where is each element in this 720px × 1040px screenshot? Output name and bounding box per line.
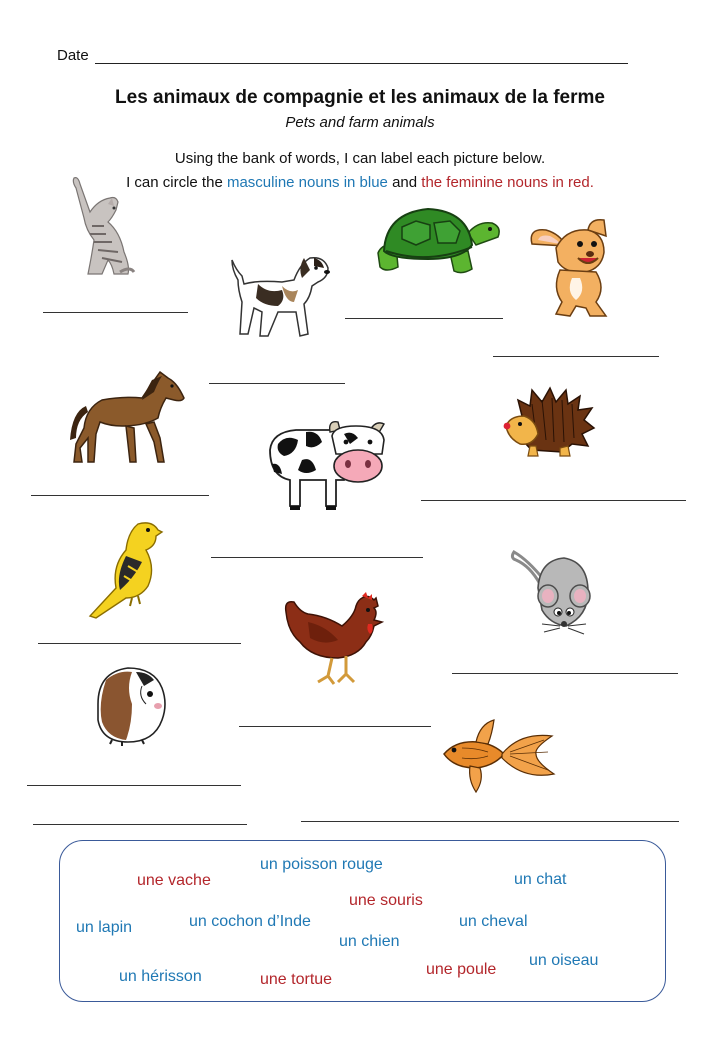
answer-line[interactable] — [345, 318, 503, 319]
word-bank-item[interactable]: une tortue — [260, 971, 333, 988]
hedgehog-icon — [502, 386, 596, 460]
answer-line[interactable] — [211, 557, 423, 558]
answer-line[interactable] — [239, 726, 431, 727]
word-bank-item[interactable]: un cochon d’Inde — [189, 913, 311, 930]
answer-line[interactable] — [43, 312, 188, 313]
masculine-instruction: masculine nouns in blue — [226, 174, 388, 191]
answer-line[interactable] — [38, 643, 241, 644]
word-bank-item[interactable]: un oiseau — [529, 952, 599, 969]
cow-icon — [266, 420, 396, 512]
feminine-instruction: the feminine nouns in red. — [421, 174, 594, 191]
word-bank-item[interactable]: un lapin — [76, 919, 133, 936]
word-bank-item[interactable]: une souris — [349, 892, 423, 909]
word-bank-item[interactable]: un hérisson — [119, 968, 202, 985]
answer-line[interactable] — [33, 824, 247, 825]
answer-line[interactable] — [31, 495, 209, 496]
canary-icon — [86, 516, 164, 620]
word-bank-item[interactable]: un chat — [514, 871, 567, 888]
instruction-text: I can circle the — [126, 174, 227, 191]
word-bank-item[interactable]: une poule — [426, 961, 497, 978]
rabbit-icon — [526, 216, 626, 320]
answer-line[interactable] — [27, 785, 241, 786]
answer-line[interactable] — [452, 673, 678, 674]
instruction-line-1: Using the bank of words, I can label each picture below. — [174, 150, 546, 167]
word-bank-item[interactable]: un cheval — [459, 913, 528, 930]
worksheet-title: Les animaux de compagnie et les animaux de la ferme — [115, 87, 605, 108]
word-bank-item[interactable]: un poisson rouge — [260, 856, 383, 873]
instruction-text: and — [387, 174, 422, 191]
goldfish-icon — [440, 718, 558, 794]
hen-icon — [282, 592, 384, 688]
dog-icon — [228, 250, 332, 344]
answer-line[interactable] — [421, 500, 686, 501]
worksheet-subtitle: Pets and farm animals — [285, 114, 435, 131]
word-bank-item[interactable]: une vache — [137, 872, 211, 889]
horse-icon — [66, 368, 188, 466]
date-field-line[interactable] — [95, 63, 628, 64]
answer-line[interactable] — [301, 821, 679, 822]
word-bank-item[interactable]: un chien — [339, 933, 400, 950]
guinea-pig-icon — [92, 664, 168, 746]
mouse-icon — [508, 540, 594, 640]
cat-icon — [68, 174, 138, 280]
answer-line[interactable] — [493, 356, 659, 357]
answer-line[interactable] — [209, 383, 345, 384]
tortoise-icon — [372, 207, 502, 277]
date-label: Date — [57, 47, 89, 64]
